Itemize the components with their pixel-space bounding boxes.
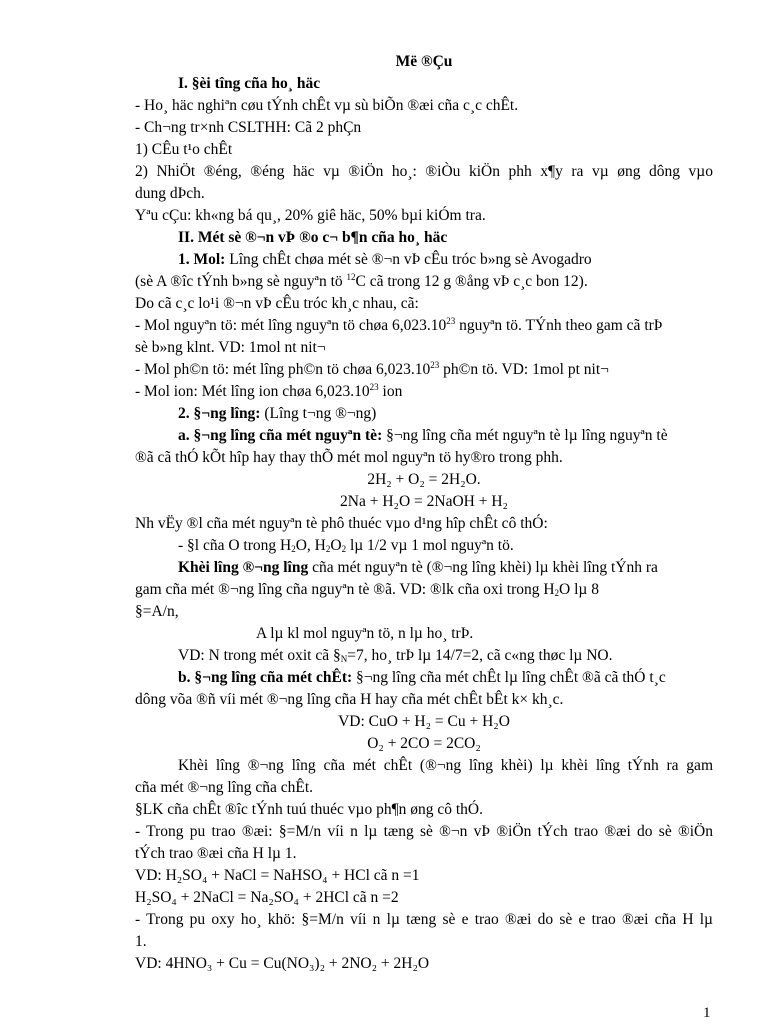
text: §¬ng lîng cña mét nguyªn tè lµ lîng nguyªn tè — [382, 427, 668, 444]
text-line: tÝch trao ®æi cña H lµ 1. — [135, 845, 297, 862]
text-line: dông võa ®ñ víi mét ®¬ng lîng cña H hay cña mét chÊt bÊt k× kh¸c. — [135, 691, 564, 708]
text-line: §LK cña chÊt ®îc tÝnh tuú thuéc vµo ph¶n øng cô thÓ. — [135, 801, 483, 818]
text: ph©n tö. VD: 1mol pt nit¬ — [439, 361, 609, 378]
subscript: 2 — [341, 544, 347, 554]
page-title: Më ®Çu — [395, 53, 453, 70]
text-line: ®ã cã thÓ kÕt hîp hay thay thÕ mét mol nguyªn tö hy®ro trong phh. — [135, 449, 563, 466]
text: §¬ng lîng cña mét chÊt lµ lîng chÊt ®ã cã thÓ t¸c — [352, 669, 666, 686]
superscript: 23 — [446, 316, 456, 326]
subheading: 1. Mol: — [178, 251, 226, 268]
subheading: a. §¬ng lîng cña mét nguyªn tè: — [178, 427, 383, 444]
text-line — [178, 426, 713, 446]
text: - Mol nguyªn tö: mét lîng nguyªn tö chøa 6,023.10 — [135, 317, 447, 334]
text-line: Nh vËy ®l cña mét nguyªn tè phô thuéc vµo d¹ng hîp chÊt cô thÓ: — [135, 515, 548, 532]
text-line: - Ho¸ häc nghiªn cøu tÝnh chÊt vµ sù biÕn ®æi cña c¸c chÊt. — [135, 97, 519, 114]
equation: 2H₂ + O₂ = 2H₂O. — [367, 471, 481, 488]
superscript: 23 — [430, 360, 440, 370]
text-line: - Trong pu oxy ho¸ khö: §=M/n víi n lµ tæng sè e trao ®æi do sè e trao ®æi cña H lµ — [135, 911, 713, 928]
subscript: 2 — [325, 544, 331, 554]
text: (sè A ®îc tÝnh b»ng sè nguyªn tö — [135, 273, 347, 290]
equation: 2Na + H₂O = 2NaOH + H₂ — [340, 493, 508, 510]
section-heading-2: II. Mét sè ®¬n vÞ ®o c¬ b¶n cña ho¸ häc — [178, 229, 448, 246]
text-line: Yªu cÇu: kh«ng bá qu¸, 20% giê häc, 50% bµi kiÓm tra. — [135, 207, 486, 224]
text: - Mol ph©n tö: mét lîng ph©n tö chøa 6,023.10 — [135, 361, 431, 378]
equation: H₂SO₄ + 2NaCl = Na₂SO₄ + 2HCl cã n =2 — [135, 889, 399, 906]
text-line: 2) NhiÖt ®éng, ®éng häc vµ ®iÖn ho¸: ®iÒu kiÖn phh x¶y ra vµ øng dông vµo — [135, 163, 713, 180]
text: nguyªn tö. TÝnh theo gam cã trÞ — [455, 317, 663, 334]
text: =7, ho¸ trÞ lµ 14/7=2, cã c«ng thøc lµ NO. — [347, 647, 613, 664]
text-line — [178, 250, 713, 270]
text-line — [178, 668, 713, 688]
text-line: Khèi lîng ®¬ng lîng cña mét chÊt (®¬ng lîng khèi) lµ khèi lîng tÝnh ra gam — [178, 757, 713, 774]
text: - Mol ion: Mét lîng ion chøa 6,023.10 — [135, 383, 370, 400]
text: ion — [378, 383, 403, 400]
subscript: N — [340, 654, 348, 664]
text-line: 1) CÊu t¹o chÊt — [135, 141, 233, 158]
text: O — [330, 537, 342, 554]
text-line: - Ch¬ng tr×nh CSLTHH: Cã 2 phÇn — [135, 119, 362, 136]
text: cña mét nguyªn tè (®¬ng lîng khèi) lµ khèi lîng tÝnh ra — [308, 559, 658, 576]
text: lµ 1/2 vµ 1 mol nguyªn tö. — [346, 537, 514, 554]
text: gam cña mét ®¬ng lîng cña nguyªn tè ®ã. VD: ®lk cña oxi trong H — [135, 581, 555, 598]
superscript: 23 — [369, 382, 379, 392]
equation: VD: 4HNO₃ + Cu = Cu(NO₃)₂ + 2NO₂ + 2H₂O — [135, 955, 430, 972]
subheading: Khèi lîng ®¬ng lîng — [178, 559, 309, 576]
text-line — [178, 558, 713, 578]
text-line — [135, 316, 713, 336]
text: O, H — [295, 537, 326, 554]
subscript: 2 — [554, 588, 560, 598]
page-number: 1 — [703, 1005, 711, 1021]
text: Lîng chÊt chøa mét sè ®¬n vÞ cÊu tróc b»ng sè Avogadro — [225, 251, 592, 268]
equation: O₂ + 2CO = 2CO₂ — [367, 735, 481, 752]
text-line: dung dÞch. — [135, 185, 205, 202]
text-line: 1. — [135, 933, 147, 950]
text-line — [135, 382, 713, 402]
text-line — [178, 646, 713, 666]
text: - §l cña O trong H — [178, 537, 292, 554]
text-line: cña mét ®¬ng lîng cña chÊt. — [135, 779, 314, 796]
equation: VD: H₂SO₄ + NaCl = NaHSO₄ + HCl cã n =1 — [135, 867, 420, 884]
text-line — [135, 360, 713, 380]
text-line: - Trong pu trao ®æi: §=M/n víi n lµ tæng sè ®¬n vÞ ®iÖn tÝch trao ®æi do sè ®iÖn — [135, 823, 713, 840]
subheading: 2. §¬ng lîng: — [178, 405, 261, 422]
section-heading-1: I. §èi tîng cña ho¸ häc — [178, 75, 321, 92]
superscript: 12 — [346, 272, 356, 282]
text-line: Do cã c¸c lo¹i ®¬n vÞ cÊu tróc kh¸c nhau, cã: — [135, 295, 419, 312]
text: C cã trong 12 g ®ång vÞ c¸c bon 12). — [355, 273, 588, 290]
subscript: 2 — [291, 544, 296, 554]
text-line — [178, 404, 713, 424]
subheading: b. §¬ng lîng cña mét chÊt: — [178, 669, 353, 686]
formula: §=A/n, — [135, 603, 179, 620]
text-line: A lµ kl mol nguyªn tö, n lµ ho¸ trÞ. — [256, 625, 474, 642]
text: (Lîng t¬ng ®¬ng) — [260, 405, 377, 422]
text: O lµ 8 — [559, 581, 599, 598]
text-line — [178, 536, 713, 556]
equation: VD: CuO + H₂ = Cu + H₂O — [338, 713, 510, 730]
text: VD: N trong mét oxit cã § — [178, 647, 341, 664]
text-line — [135, 272, 713, 292]
text-line — [135, 580, 713, 600]
text-line: sè b»ng klnt. VD: 1mol nt nit¬ — [135, 339, 326, 356]
